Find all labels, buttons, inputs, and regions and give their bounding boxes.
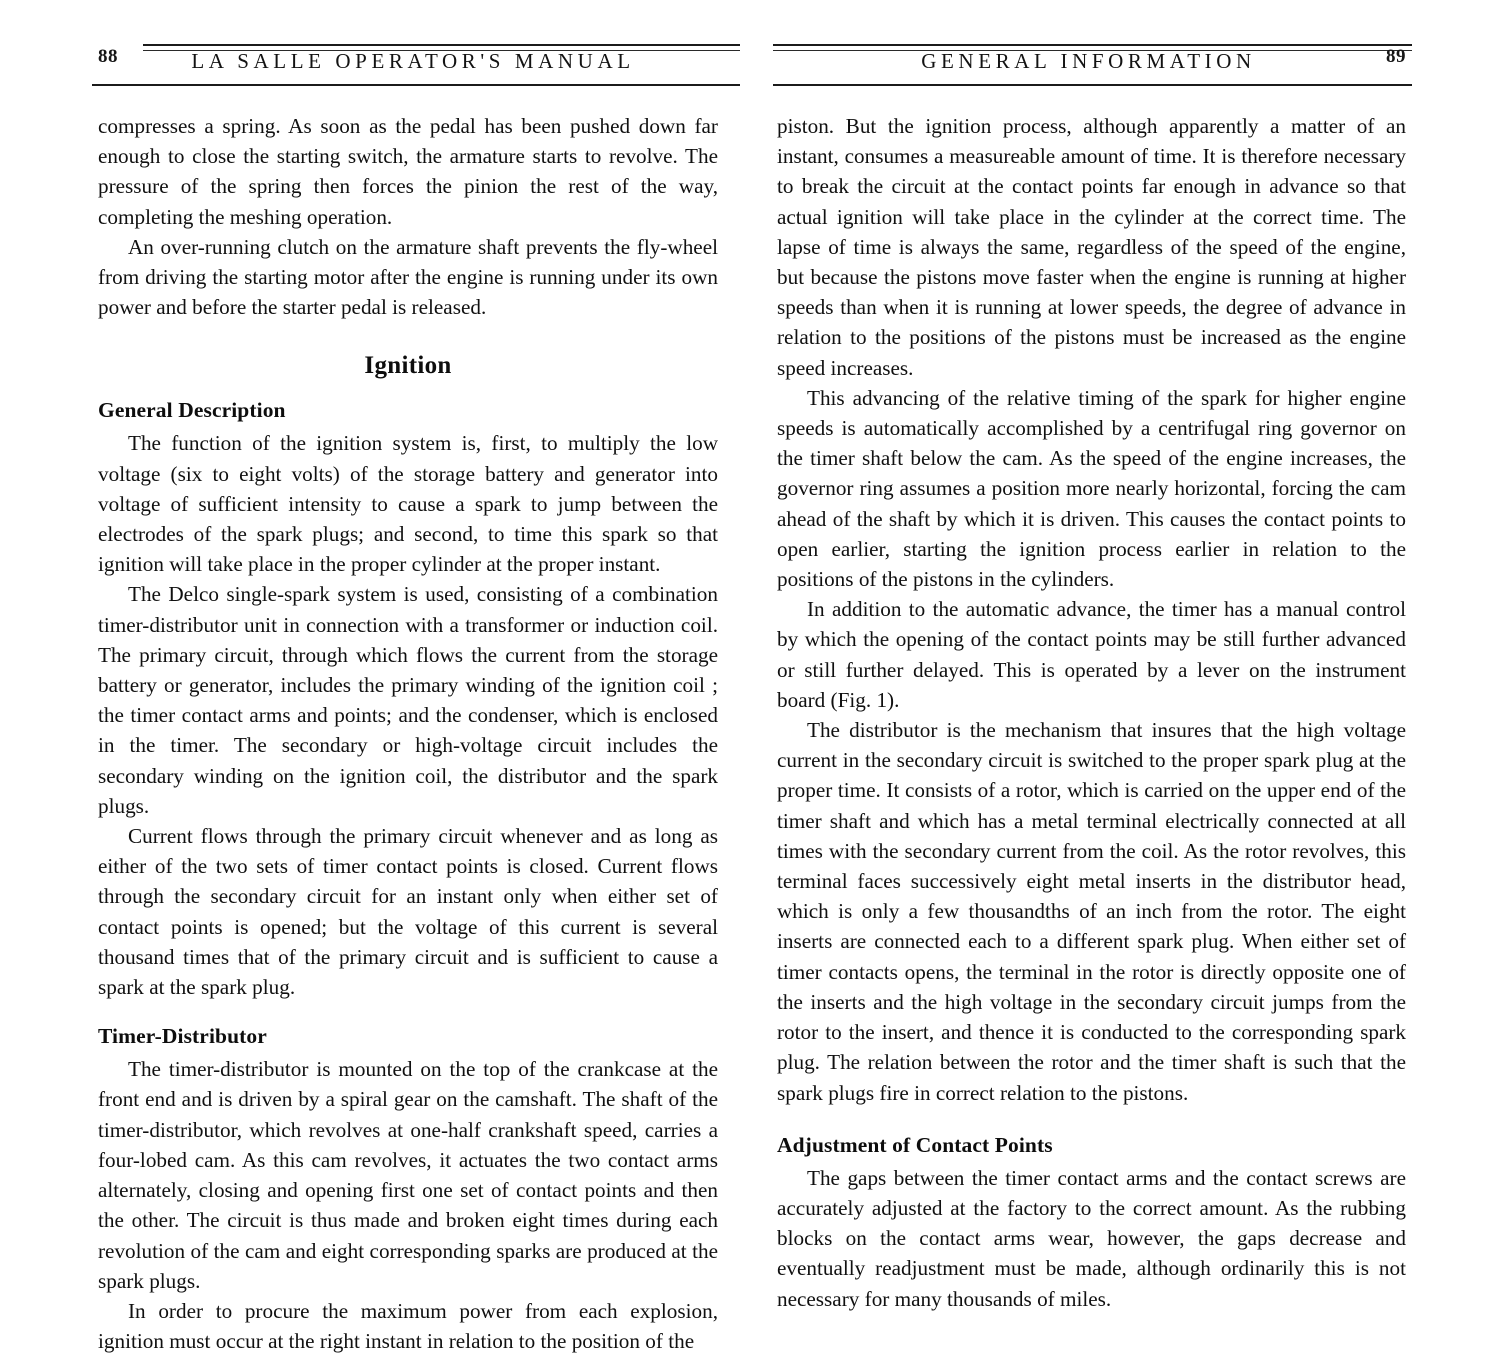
page-number-right: 89 [1386,46,1406,67]
running-header-right [777,0,1406,96]
header-rule-bottom-left [92,84,740,86]
running-header-left [98,0,718,96]
page-left [0,0,751,1354]
subheading-adjustment-of-contact-points: Adjustment of Contact Points [777,1132,1053,1157]
paragraph: This advancing of the relative timing of the spark for higher engine speeds is automatically accomplished by a centrifugal ring governor on the timer shaft below the cam. As the speed of the engine increases, the governor ring assumes a position more nearly horizontal, forcing the cam ahead of the shaft by which it is driven. This causes the contact points to open earlier, starting the ignition process earlier in relation to the positions of the pistons in the cylinders. [777,385,1406,592]
page-body-right [777,96,1406,1314]
paragraph: The gaps between the timer contact arms and the contact screws are accurately adjusted at the factory to the correct amount. As the rubbing blocks on the contact arms wear, however, the gaps decrease and eventually readjustment must be made, although ordinarily this is not necessary for many thousands of miles. [777,1165,1406,1311]
paragraph: Current flows through the primary circuit whenever and as long as either of the two sets of timer contact points is closed. Current flows through the secondary circuit for an instant only when either set of contact points is opened; but the voltage of this current is several thousand times that of the primary circuit and is sufficient to cause a spark at the spark plug. [98,824,718,1000]
subheading-general-description: General Description [98,398,286,423]
page-right [751,0,1501,1311]
paragraph: The Delco single-spark system is used, consisting of a combination timer-distributor unit in connection with a transformer or induction coil. The primary circuit, through which flows the current from the storage battery or generator, includes the primary winding of the ignition coil ; the timer contact arms and points; and the condenser, which is enclosed in the timer. The secondary or high-voltage circuit includes the secondary winding on the ignition coil, the distributor and the spark plugs. [98,582,718,818]
paragraph: In addition to the automatic advance, the timer has a manual control by which the opening of the contact points may be still further advanced or still further delayed. This is operated by a lever on the instrument board (Fig. 1). [777,597,1406,712]
running-title-left: LA SALLE OPERATOR'S MANUAL [191,48,635,73]
paragraph: The timer-distributor is mounted on the top of the crankcase at the front end and is driven by a spiral gear on the camshaft. The shaft of the timer-distributor, which revolves at one-half crankshaft speed, carries a four-lobed cam. As this cam revolves, it actuates the two contact arms alternately, closing and opening first one set of contact points and then the other. The circuit is thus made and broken eight times during each revolution of the cam and eight corresponding sparks are produced at the spark plugs. [98,1057,718,1293]
page-body-left [98,96,718,1356]
subheading-timer-distributor: Timer-Distributor [98,1024,267,1049]
running-title-right: GENERAL INFORMATION [921,48,1256,73]
paragraph: The function of the ignition system is, first, to multiply the low voltage (six to eight volts) of the storage battery and generator into voltage of sufficient intensity to cause a spark to jump between the electrodes of the spark plugs; and second, to time this spark so that ignition will take place in the proper cylinder at the proper instant. [98,431,718,577]
page-number-left: 88 [98,46,118,67]
chapter-title-ignition: Ignition [364,352,452,380]
paragraph: piston. But the ignition process, although apparently a matter of an instant, consumes a measureable amount of time. It is therefore necessary to break the circuit at the contact points far enough in advance so that actual ignition will take place in the cylinder at the correct time. The lapse of time is always the same, regardless of the speed of the engine, but because the pistons move faster when the engine is running at higher speeds than when it is running at lower speeds, the degree of advance in relation to the positions of the pistons must be increased as the engine speed increases. [777,114,1406,380]
paragraph: compresses a spring. As soon as the pedal has been pushed down far enough to close the starting switch, the armature starts to revolve. The pressure of the spring then forces the pinion the rest of the way, completing the meshing operation. [98,114,718,229]
paragraph: The distributor is the mechanism that insures that the high voltage current in the secondary circuit is switched to the proper spark plug at the proper time. It consists of a rotor, which is carried on the upper end of the timer shaft and which has a metal terminal electrically connected at all times with the secondary current from the coil. As the rotor revolves, this terminal faces successively eight metal inserts in the distributor head, which is only a few thousandths of an inch from the rotor. The eight inserts are connected each to a different spark plug. When either set of timer contacts opens, the terminal in the rotor is directly opposite one of the inserts and the high voltage in the secondary circuit jumps from the rotor to the insert, and thence it is conducted to the corresponding spark plug. The relation between the rotor and the timer shaft is such that the spark plugs fire in correct relation to the pistons. [777,718,1406,1105]
header-rule-bottom-right [773,84,1412,86]
paragraph: An over-running clutch on the armature shaft prevents the fly-wheel from driving the starting motor after the engine is running under its own power and before the starter pedal is released. [98,234,718,320]
paragraph: In order to procure the maximum power from each explosion, ignition must occur at the right instant in relation to the position of the [98,1298,718,1354]
